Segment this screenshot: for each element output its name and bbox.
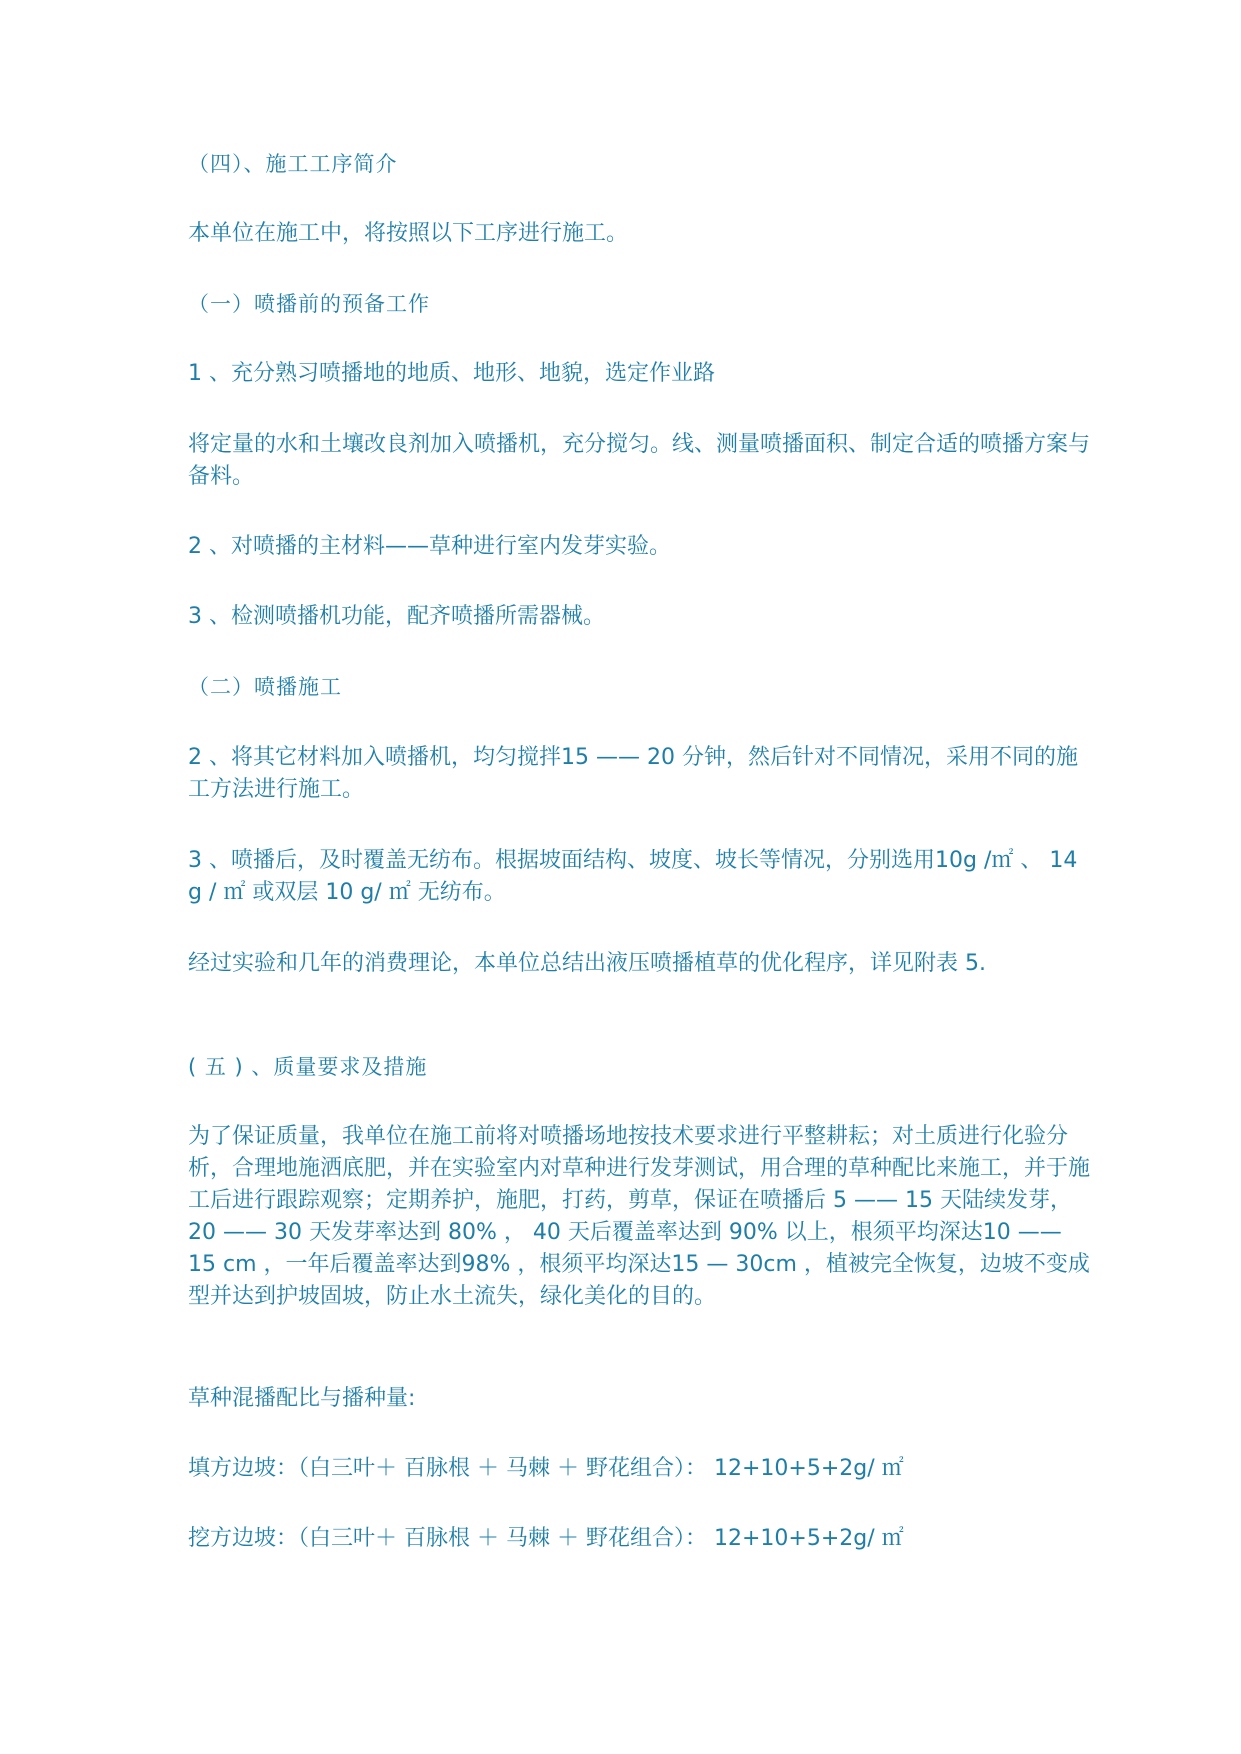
seed-ratio-heading: 草种混播配比与播种量: xyxy=(188,1386,416,1411)
spray-step-2-paragraph: 2 、将其它材料加入喷播机，均匀搅拌15 —— 20 分钟，然后针对不同情况，采用不同的施工方法进行施工。 xyxy=(188,745,1078,802)
fill-slope-ratio: 填方边坡：（白三叶＋ 百脉根 ＋ 马棘 ＋ 野花组合）： 12+10+5+2g/ ㎡ xyxy=(188,1456,904,1481)
summary-paragraph: 经过实验和几年的消费理论，本单位总结出液压喷播植草的优化程序，详见附表 5. xyxy=(188,951,986,976)
step-1-paragraph: 1 、充分熟习喷播地的地质、地形、地貌，选定作业路 xyxy=(188,361,715,386)
section-heading-4: （四）、施工工序简介 xyxy=(188,152,398,176)
cut-slope-ratio: 挖方边坡：（白三叶＋ 百脉根 ＋ 马棘 ＋ 野花组合）： 12+10+5+2g/ ㎡ xyxy=(188,1526,904,1551)
spray-step-3-paragraph: 3 、喷播后，及时覆盖无纺布。根据坡面结构、坡度、坡长等情况，分别选用10g /㎡ 、 14 g / ㎡ 或双层 10 g/ ㎡ 无纺布。 xyxy=(188,848,1078,905)
intro-paragraph: 本单位在施工中，将按照以下工序进行施工。 xyxy=(188,221,629,246)
subsection-heading-1: （一）喷播前的预备工作 xyxy=(188,292,430,316)
step-2-paragraph: 2 、对喷播的主材料——草种进行室内发芽实验。 xyxy=(188,534,671,559)
subsection-heading-2: （二）喷播施工 xyxy=(188,675,342,699)
step-3-paragraph: 3 、检测喷播机功能，配齐喷播所需器械。 xyxy=(188,604,605,629)
quality-paragraph: 为了保证质量，我单位在施工前将对喷播场地按技术要求进行平整耕耘；对土质进行化验分析，合理地施洒底肥，并在实验室内对草种进行发芽测试，用合理的草种配比来施工，并于施工后进行跟踪观察；定期养护，施肥，打药，剪草，保证在喷播后 5 —— 15 天陆续发芽， 20 —— 30 天发芽率达到 80% ， 40 天后覆盖率达到 90% 以上，根须平均深达10 —— 15 cm ，一年后覆盖率达到98% ，根须平均深达15 — 30cm ，植被完全恢复，边坡不变成型并达到护坡固坡，防止水土流失，绿化美化的目的。 xyxy=(188,1124,1091,1309)
mixing-paragraph: 将定量的水和土壤改良剂加入喷播机，充分搅匀。线、测量喷播面积、制定合适的喷播方案与备料。 xyxy=(188,432,1091,489)
section-heading-5: ( 五 ) 、质量要求及措施 xyxy=(188,1055,428,1079)
